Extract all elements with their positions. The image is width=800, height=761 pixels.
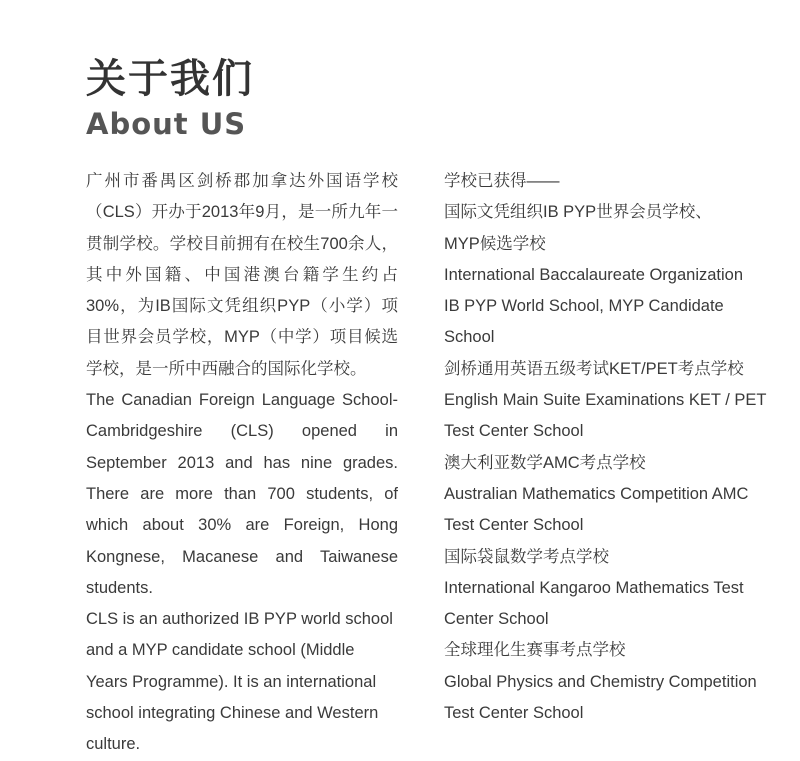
intro-paragraph-english: The Canadian Foreign Language School-Cambridgeshire (CLS) opened in September 2013 and has nine grades. There are more than 700 students, of which about 30% are Foreign, Hong Kongnese, Macanese and Taiwanese students. [86, 391, 398, 597]
accreditation-line: MYP候选学校 [444, 234, 546, 253]
accreditation-line: 剑桥通用英语五级考试KET/PET考点学校 [444, 359, 744, 378]
accreditation-line: Test Center School [444, 422, 584, 441]
accreditation-intro: 学校已获得—— [444, 172, 560, 190]
ib-paragraph-english: CLS is an authorized IB PYP world school and a MYP candidate school (Middle Years Programme). It is an international school integrating Chinese and Western culture. [86, 610, 393, 754]
page-header [86, 54, 254, 142]
page-title-english: About US [86, 107, 247, 141]
accreditation-line: English Main Suite Examinations KET / PET [444, 391, 767, 410]
accreditation-line: 国际袋鼠数学考点学校 [444, 547, 609, 566]
intro-column [86, 166, 398, 761]
accreditation-line: Center School [444, 610, 549, 629]
intro-paragraph-chinese: 广州市番禺区剑桥郡加拿达外国语学校（CLS）开办于2013年9月，是一所九年一贯制学校。学校目前拥有在校生700余人，其中外国籍、中国港澳台籍学生约占30%，为IB国际文凭组织PYP（小学）项目世界会员学校，MYP（中学）项目候选学校，是一所中西融合的国际化学校。 [86, 172, 398, 378]
accreditation-line: 全球理化生赛事考点学校 [444, 641, 626, 660]
accreditation-line: School [444, 328, 495, 347]
accreditation-column [444, 166, 767, 729]
accreditation-line: IB PYP World School, MYP Candidate [444, 297, 724, 316]
page-title-chinese: 关于我们 [86, 56, 254, 102]
accreditation-line: International Kangaroo Mathematics Test [444, 578, 744, 597]
accreditation-line: Test Center School [444, 516, 584, 535]
accreditation-line: International Baccalaureate Organization [444, 265, 744, 284]
accreditation-line: Global Physics and Chemistry Competition [444, 672, 757, 691]
accreditation-line: 国际文凭组织IB PYP世界会员学校、 [444, 203, 712, 222]
accreditation-line: Test Center School [444, 704, 584, 723]
accreditation-line: Australian Mathematics Competition AMC [444, 484, 749, 503]
accreditation-line: 澳大利亚数学AMC考点学校 [444, 453, 646, 472]
